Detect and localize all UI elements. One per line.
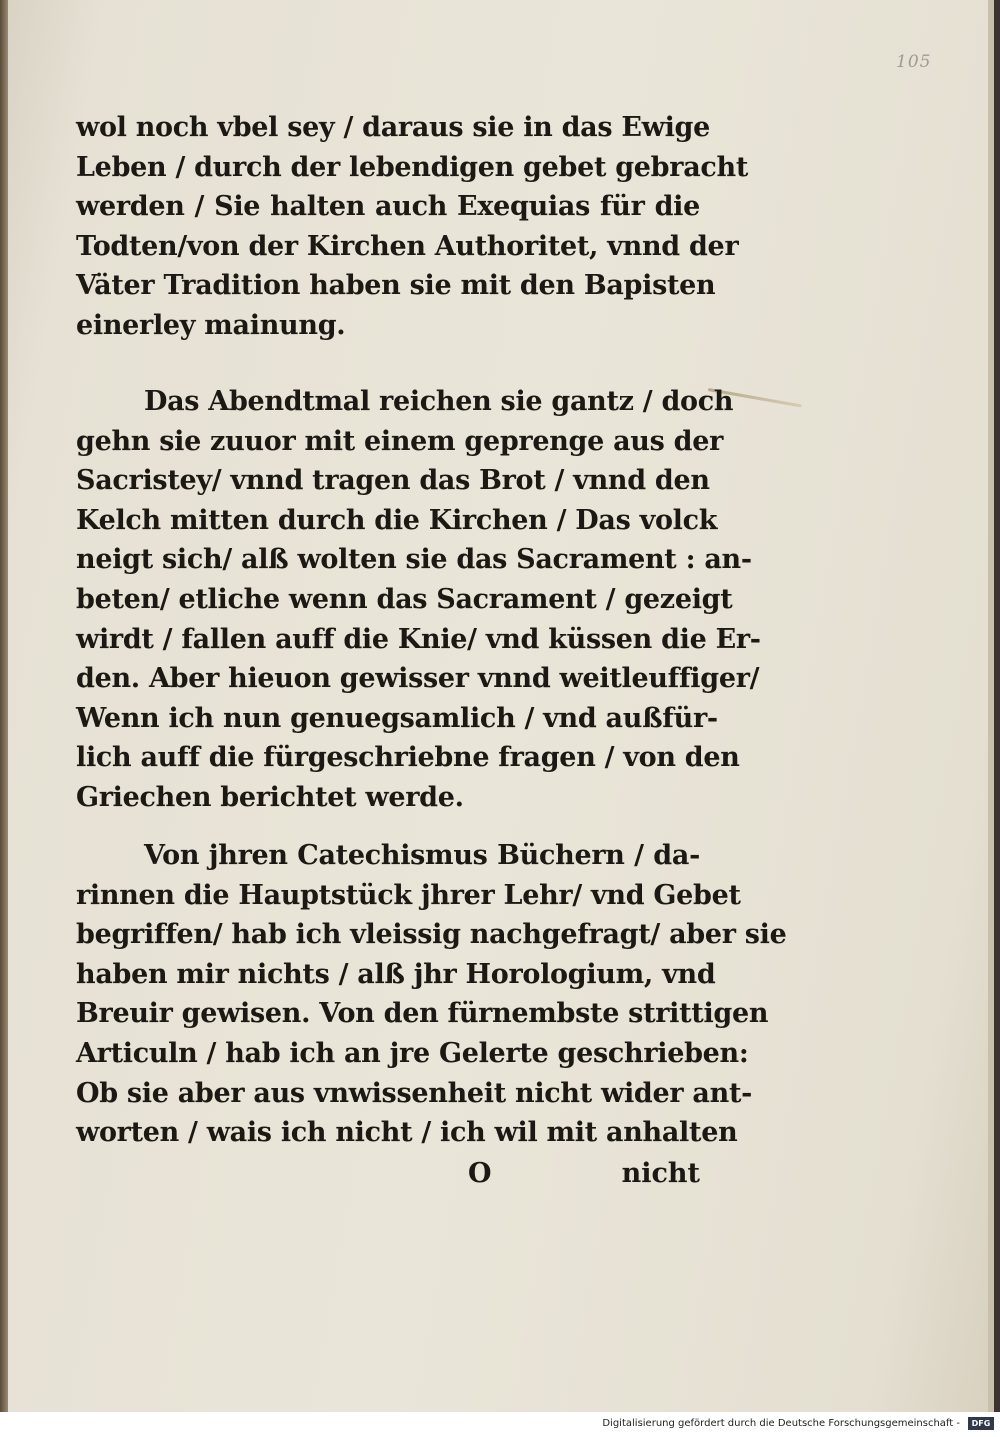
text-line: lich auff die fürgeschriebne fragen / von den <box>76 742 740 774</box>
text-line: Sacristey/ vnnd tragen das Brot / vnnd den <box>76 465 710 497</box>
text-line: rinnen die Hauptstück jhrer Lehr/ vnd Gebet <box>76 879 741 911</box>
paragraph-1 <box>76 108 749 346</box>
catchword: nicht <box>621 1158 700 1189</box>
text-line: Das Abendtmal reichen sie gantz / doch <box>144 386 734 417</box>
text-line: Griechen berichtet werde. <box>76 781 464 813</box>
book-page <box>8 0 994 1412</box>
dfg-logo-icon: DFG <box>968 1417 994 1430</box>
text-line: einerley mainung. <box>76 309 346 341</box>
text-line: Väter Tradition haben sie mit den Bapisten <box>76 270 716 302</box>
text-line: haben mir nichts / alß jhr Horologium, vnd <box>76 958 716 990</box>
text-line: neigt sich/ alß wolten sie das Sacrament : an- <box>76 544 752 576</box>
text-line: wol noch vbel sey / daraus sie in das Ewige <box>76 112 711 143</box>
paragraph-3 <box>76 836 787 1153</box>
signature-mark: O <box>468 1158 492 1189</box>
text-line: begriffen/ hab ich vleissig nachgefragt/ aber sie <box>76 919 787 951</box>
text-line: gehn sie zuuor mit einem geprenge aus der <box>76 425 724 457</box>
text-line: Wenn ich nun genuegsamlich / vnd außfür- <box>76 702 718 734</box>
text-line: Leben / durch der lebendigen gebet gebracht <box>76 151 749 183</box>
funding-credit: Digitalisierung gefördert durch die Deutsche Forschungsgemeinschaft - <box>602 1418 960 1429</box>
text-line: Todten/von der Kirchen Authoritet, vnnd der <box>76 230 739 262</box>
text-line: Articuln / hab ich an jre Gelerte geschrieben: <box>76 1037 749 1069</box>
page-foot <box>76 1158 700 1198</box>
paragraph-2 <box>76 382 761 818</box>
text-line: beten/ etliche wenn das Sacrament / gezeigt <box>76 583 733 615</box>
binding-edge <box>0 0 8 1412</box>
text-line: wirdt / fallen auff die Knie/ vnd küssen die Er- <box>76 623 761 655</box>
text-line: Ob sie aber aus vnwissenheit nicht wider ant- <box>76 1077 753 1109</box>
text-line: worten / wais ich nicht / ich wil mit anhalten <box>76 1117 738 1149</box>
text-line: Von jhren Catechismus Büchern / da- <box>144 840 700 871</box>
digitization-footer <box>0 1412 1000 1437</box>
text-line: werden / Sie halten auch Exequias für die <box>76 191 700 223</box>
page-number: 105 <box>896 52 932 72</box>
text-line: Kelch mitten durch die Kirchen / Das volck <box>76 504 718 536</box>
text-line: Breuir gewisen. Von den fürnembste strittigen <box>76 998 769 1030</box>
text-line: den. Aber hieuon gewisser vnnd weitleuffiger/ <box>76 663 760 695</box>
